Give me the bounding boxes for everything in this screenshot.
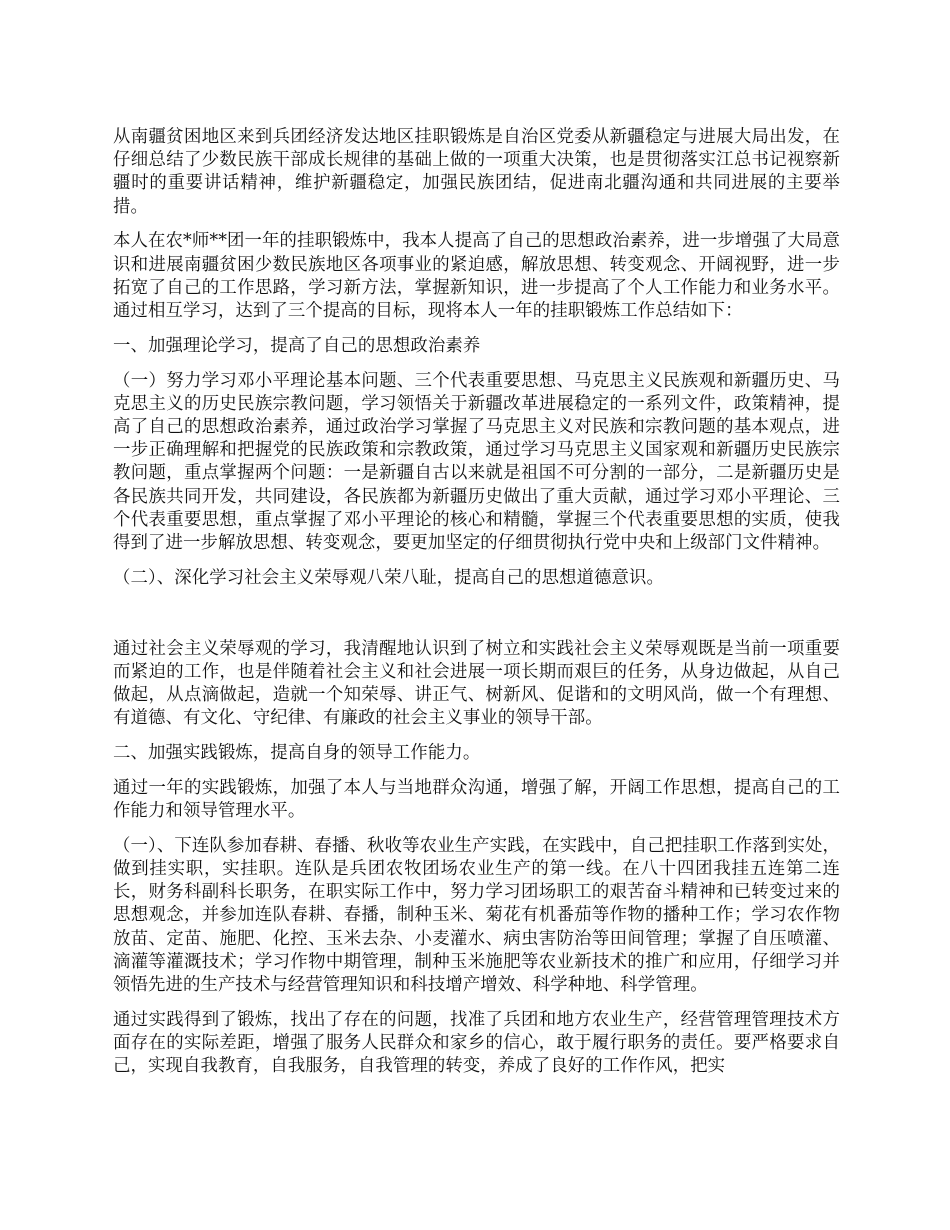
practice-intro-paragraph: 通过一年的实践锻炼，加强了本人与当地群众沟通，增强了解，开阔工作思想，提高自己的工作能力和领导管理水平。 [113, 777, 840, 822]
section-heading-1: 一、加强理论学习，提高了自己的思想政治素养 [113, 335, 481, 356]
subsection-1-2-heading: （二）、深化学习社会主义荣辱观八荣八耻，提高自己的思想道德意识。 [113, 567, 665, 588]
subsection-2-1-paragraph: （一）、下连队参加春耕、春播、秋收等农业生产实践，在实践中，自己把挂职工作落到实处，做到挂实职，实挂职。连队是兵团农牧团场农业生产的第一线。在八十四团我挂五连第二连长，财务科副科长职务，在职实际工作中，努力学习团场职工的艰苦奋斗精神和已转变过来的思想观念，并参加连队春耕、春播，制种玉米、菊花有机番茄等作物的播种工作；学习农作物放苗、定苗、施肥、化控、玉米去杂、小麦灌水、病虫害防治等田间管理；掌握了自压喷灌、滴灌等灌溉技术；学习作物中期管理，制种玉米施肥等农业新技术的推广和应用，仔细学习并领悟先进的生产技术与经营管理知识和科技增产增效、科学种地、科学管理。 [113, 835, 840, 996]
blank-spacer [113, 602, 840, 638]
document-body [113, 126, 840, 1090]
summary-paragraph: 本人在农*师**团一年的挂职锻炼中，我本人提高了自己的思想政治素养，进一步增强了大局意识和进展南疆贫困少数民族地区各项事业的紧迫感，解放思想、转变观念、开阔视野，进一步拓宽了自己的工作思路，学习新方法，掌握新知识，进一步提高了个人工作能力和业务水平。通过相互学习，达到了三个提高的目标，现将本人一年的挂职锻炼工作总结如下： [113, 231, 840, 322]
honor-concept-paragraph: 通过社会主义荣辱观的学习，我清醒地认识到了树立和实践社会主义荣辱观既是当前一项重要而紧迫的工作，也是伴随着社会主义和社会进展一项长期而艰巨的任务，从身边做起，从自己做起，从点滴做起，造就一个知荣辱、讲正气、树新风、促谐和的文明风尚，做一个有理想、有道德、有文化、守纪律、有廉政的社会主义事业的领导干部。 [113, 638, 840, 729]
section-heading-2: 二、加强实践锻炼，提高自身的领导工作能力。 [113, 743, 481, 764]
intro-paragraph: 从南疆贫困地区来到兵团经济发达地区挂职锻炼是自治区党委从新疆稳定与进展大局出发，在仔细总结了少数民族干部成长规律的基础上做的一项重大决策，也是贯彻落实江总书记视察新疆时的重要讲话精神，维护新疆稳定，加强民族团结，促进南北疆沟通和共同进展的主要举措。 [113, 127, 840, 217]
practice-result-paragraph: 通过实践得到了锻炼，找出了存在的问题，找准了兵团和地方农业生产，经营管理管理技术方面存在的实际差距，增强了服务人民群众和家乡的信心，敢于履行职务的责任。要严格要求自己，实现自我教育，自我服务，自我管理的转变，养成了良好的工作作风，把实 [113, 1009, 840, 1077]
subsection-1-1-paragraph: （一）努力学习邓小平理论基本问题、三个代表重要思想、马克思主义民族观和新疆历史、马克思主义的历史民族宗教问题，学习领悟关于新疆改革进展稳定的一系列文件，政策精神，提高了自己的思想政治素养，通过政治学习掌握了马克思主义对民族和宗教问题的基本观点，进一步正确理解和把握党的民族政策和宗教政策，通过学习马克思主义国家观和新疆历史民族宗教问题，重点掌握两个问题：一是新疆自古以来就是祖国不可分割的一部分，二是新疆历史是各民族共同开发，共同建设，各民族都为新疆历史做出了重大贡献，通过学习邓小平理论、三个代表重要思想，重点掌握了邓小平理论的核心和精髓，掌握三个代表重要思想的实质，使我得到了进一步解放思想、转变观念，要更加坚定的仔细贯彻执行党中央和上级部门文件精神。 [113, 370, 840, 554]
